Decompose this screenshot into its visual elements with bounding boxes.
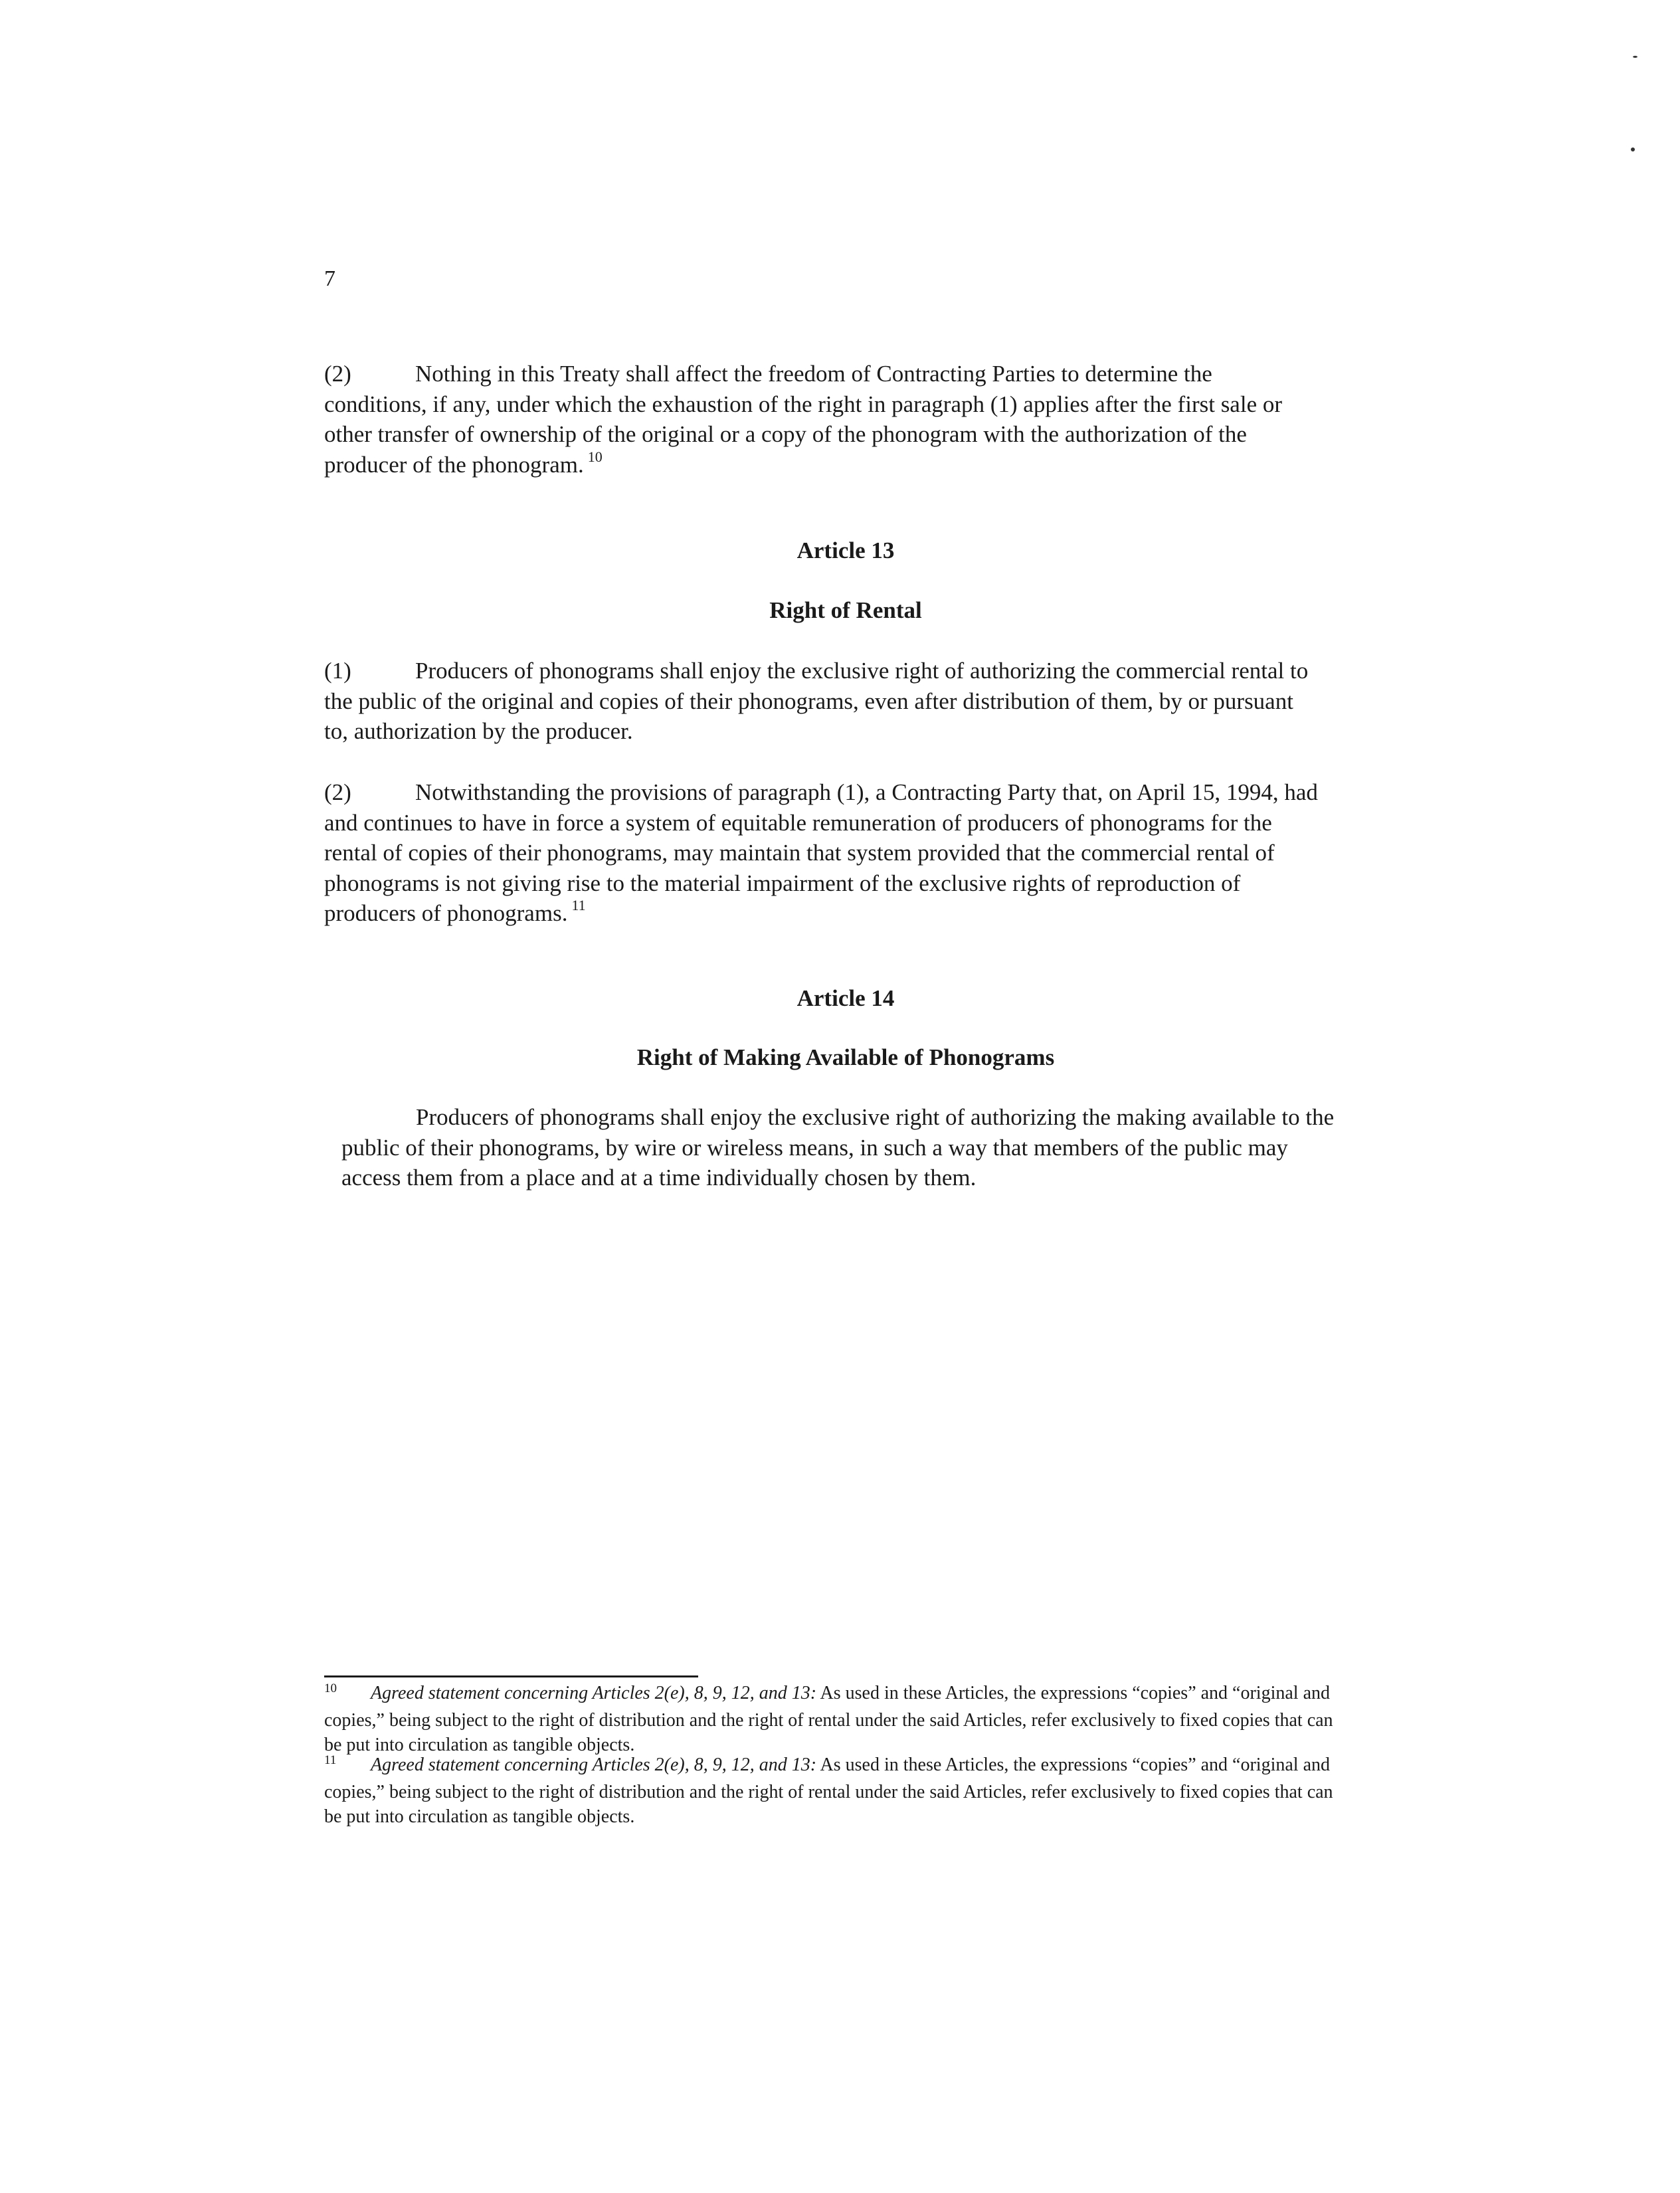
article12-paragraph-2 <box>324 359 1321 482</box>
article13-paragraph-2 <box>324 777 1321 931</box>
paragraph-text: Producers of phonograms shall enjoy the exclusive right of authorizing the commercial rental to the public of the original and copies of their phonograms, even after distribution of them, by or pursuant to, authorization by the producer. <box>324 658 1309 744</box>
article-14-heading: Article 14 <box>796 985 895 1011</box>
paragraph-text: Nothing in this Treaty shall affect the freedom of Contracting Parties to determine the conditions, if any, under which the exhaustion of the right in paragraph (1) applies after the first sale or other transfer of ownership of the original or a copy of the phonogram with the authorization of the producer of the phonogram. <box>324 361 1283 478</box>
article-14-title: Right of Making Available of Phonograms <box>636 1044 1055 1070</box>
article-13-heading: Article 13 <box>796 537 895 563</box>
footnote-reference[interactable]: 11 <box>571 897 586 913</box>
paragraph-number: (2) <box>324 779 351 805</box>
page-number: 7 <box>324 266 335 291</box>
footnote-reference[interactable]: 10 <box>587 448 603 465</box>
paragraph-text: Notwithstanding the provisions of paragraph (1), a Contracting Party that, on April 15, 1994, had and continues to have in force a system of equitable remuneration of producers of phonograms for the rental of copies of their phonograms, may maintain that system provided that the commercial rental of phonograms is not giving rise to the material impairment of the exclusive rights of reproduction of producers of phonograms. <box>324 779 1318 926</box>
footnote-label: Agreed statement concerning Articles 2(e), 8, 9, 12, and 13: <box>371 1683 817 1703</box>
scan-speck <box>1631 147 1635 151</box>
article-13-title: Right of Rental <box>769 597 922 623</box>
footnote-mark: 11 <box>324 1753 337 1767</box>
article14-paragraph: Producers of phonograms shall enjoy the exclusive right of authorizing the making available to the public of their phonograms, by wire or wireless means, in such a way that members of the public may access them from a place and at a time individually chosen by them. <box>341 1104 1335 1191</box>
footnote-text: As used in these Articles, the expressions “copies” and “original and copies,” being subject to the right of distribution and the right of rental under the said Articles, refer exclusively to fixed copies that can be put into circulation as tangible objects. <box>324 1755 1333 1827</box>
footnote-10 <box>324 1681 1347 1758</box>
footnote-11 <box>324 1753 1347 1830</box>
footnote-mark: 10 <box>324 1681 337 1695</box>
paragraph-number: (2) <box>324 361 351 387</box>
footnote-label: Agreed statement concerning Articles 2(e), 8, 9, 12, and 13: <box>371 1755 817 1775</box>
article13-paragraph-1 <box>324 656 1321 747</box>
footnote-separator <box>324 1675 698 1677</box>
scan-speck <box>1633 56 1637 58</box>
footnote-text: As used in these Articles, the expressions “copies” and “original and copies,” being subject to the right of distribution and the right of rental under the said Articles, refer exclusively to fixed copies that can be put into circulation as tangible objects. <box>324 1683 1333 1755</box>
paragraph-number: (1) <box>324 658 351 684</box>
